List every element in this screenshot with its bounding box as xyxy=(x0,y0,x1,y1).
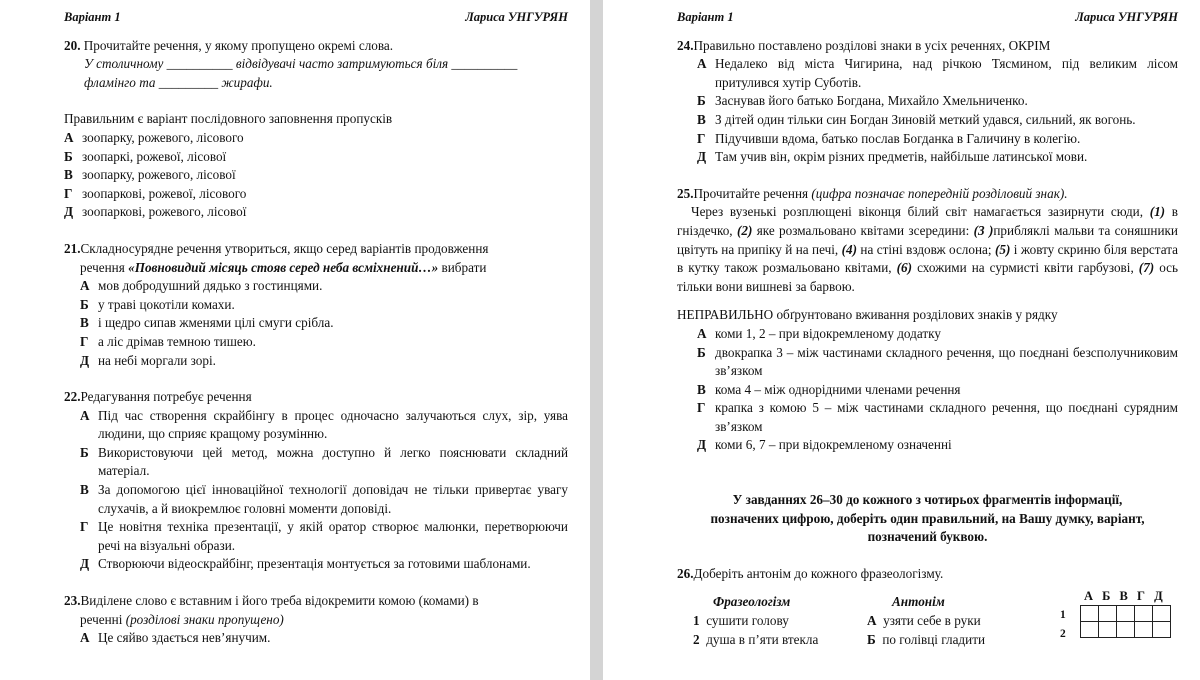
answer-option: А зоопарку, рожевого, лісового xyxy=(64,129,244,145)
answer-option: В кома 4 – між однорідними членами речення xyxy=(697,381,961,397)
question-number: 25. xyxy=(677,185,694,201)
answer-option: Г крапка з комою 5 – між частинами складного речення, що поєднані сурядним зв’язком xyxy=(697,400,1178,434)
question-number: 23. xyxy=(64,593,81,609)
answer-option: Б зоопаркі, рожевої, лісової xyxy=(64,148,227,164)
passage-segment: на стіні вздовж ослона; xyxy=(857,241,995,257)
antonym-row: А узяти себе в руки xyxy=(867,613,981,629)
passage-segment: схожими на сурмисті квіти гарбузові, xyxy=(912,260,1139,276)
answer-option: Д Там учив він, окрім різних предметів, найбільше латинської мови. xyxy=(697,149,1088,165)
answer-option: Б Заснував його батько Богдана, Михайло Хмельниченко. xyxy=(697,93,1028,109)
answer-option: Б двокрапка 3 – між частинами складного речення, що поєднані безсполучниковим зв’язком xyxy=(697,344,1178,379)
question-22 xyxy=(64,388,568,574)
question-text: Прочитайте речення xyxy=(693,185,812,201)
answer-cell[interactable] xyxy=(1153,606,1171,622)
section-instruction: У завданнях 26–30 до кожного з чотирьох фрагментів інформації, позначених цифрою, доберіть один правильний, на Вашу думку, варіант, позначений буквою. xyxy=(710,492,1145,545)
answer-cell[interactable] xyxy=(1153,622,1171,638)
passage-text xyxy=(677,203,1178,296)
question-26 xyxy=(677,565,1178,654)
variant-label: Варіант 1 xyxy=(677,10,734,24)
author-name: Лариса УНГУРЯН xyxy=(1075,10,1178,24)
question-number: 20. xyxy=(64,37,81,53)
question-text: Складносурядне речення утвориться, якщо серед варіантів продовження xyxy=(80,240,489,256)
example-sentence: У столичному __________ відвідувачі часто затримуються біля __________ xyxy=(84,56,518,72)
question-text: Виділене слово є вставним і його треба відокремити комою (комами) в xyxy=(80,593,479,609)
punctuation-marker: (3 ) xyxy=(973,222,994,238)
answer-option: В З дітей один тільки син Богдан Зиновій меткий удався, сильний, як вогонь. xyxy=(697,111,1136,127)
answer-cell[interactable] xyxy=(1135,606,1153,622)
passage-segment: Через вузенькі розплющені віконця білий світ намагається зазирнути сюди, xyxy=(691,204,1150,220)
column-header-phrase: Фразеологізм xyxy=(713,594,791,610)
question-25: 25.Прочитайте речення (цифра позначає попередній розділовий знак). Через вузенькі розплющені віконця білий світ намагається зазирнути сюди, (1) в гніздечко, (2) яке розмальовано квітами зсередини: (3 )прибляклі мальви та соняшники цвітуть на припіку й на печі, (4) на стіні вздовж ослона; (5) і жовту скриню біля верстата в кутку також розмальовано квітами, (6) схожими на сурмисті квіти гарбузові, (7) ось тільки вони вишневі за барвою. НЕПРАВИЛЬНО обґрунтовано вживання розділових знаків у рядку А коми 1, 2 – при відокремленому додатку Б двокрапка 3 – між частинами складного речення, що поєднані безсполучниковим зв’язком В кома 4 – між однорідними членами речення Г крапка з комою 5 – між частинами складного речення, що поєднані сурядним зв’язком Д коми 6, 7 – при відокремленому означенні xyxy=(677,185,1178,455)
question-24 xyxy=(677,37,1178,167)
answer-option: В зоопарку, рожевого, лісової xyxy=(64,167,236,183)
quoted-sentence: «Повновидий місяць стояв серед неба всміхнений…» xyxy=(128,259,439,275)
answer-grid-row-label: 2 xyxy=(1060,628,1066,641)
question-text: Прочитайте речення, у якому пропущено окремі слова. xyxy=(80,37,394,53)
punctuation-marker: (4) xyxy=(841,241,858,257)
punctuation-marker: (5) xyxy=(994,241,1011,257)
answer-cell[interactable] xyxy=(1099,606,1117,622)
question-20 xyxy=(64,37,568,222)
question-text: Правильно поставлено розділові знаки в усіх реченнях, ОКРІМ xyxy=(693,37,1051,53)
answer-option: А Це сяйво здається нев’янучим. xyxy=(80,630,271,646)
answer-option: Г зоопаркові, рожевої, лісового xyxy=(64,185,247,201)
answer-option: Б у траві цокотіли комахи. xyxy=(80,296,235,312)
answer-option: Г Це новітня техніка презентації, у якій оратор створює малюнки, перетворюючи речі на візуальні образи. xyxy=(80,519,568,553)
answer-option: Д зоопаркові, рожевого, лісової xyxy=(64,204,247,220)
question-text: Редагування потребує речення xyxy=(80,389,252,405)
matching-table xyxy=(677,589,1178,653)
column-header-antonym: Антонім xyxy=(892,594,945,610)
answer-option: Д на небі моргали зорі. xyxy=(80,352,216,368)
question-number: 26. xyxy=(677,565,694,581)
answer-option: А Під час створення скрайбінгу в процес одночасно залучаються слух, зір, уява людини, що сприяє кращому розумінню. xyxy=(80,407,568,442)
answer-cell[interactable] xyxy=(1135,622,1153,638)
passage-segment: в гніздечко, xyxy=(677,204,1178,238)
punctuation-marker: (7) xyxy=(1138,260,1155,276)
punctuation-marker: (2) xyxy=(736,222,753,238)
passage-segment: і жовту скриню біля верстата в кутку також розмальовано квітами, xyxy=(677,241,1178,276)
question-prompt: НЕПРАВИЛЬНО обґрунтовано вживання розділових знаків у рядку xyxy=(677,307,1058,323)
question-number: 22. xyxy=(64,389,81,405)
answer-option: Д Створюючи відеоскрайбінг, презентація монтується за готовими шаблонами. xyxy=(80,556,531,572)
answer-option: Г а ліс дрімав темною тишею. xyxy=(80,333,256,349)
answer-grid-header: А Б В Г Д xyxy=(1084,589,1166,604)
answer-cell[interactable] xyxy=(1117,622,1135,638)
question-number: 24. xyxy=(677,37,694,53)
answer-grid[interactable] xyxy=(1080,605,1171,638)
author-name: Лариса УНГУРЯН xyxy=(465,10,568,24)
question-text: Доберіть антонім до кожного фразеологізму. xyxy=(693,565,944,581)
punctuation-marker: (1) xyxy=(1149,204,1166,220)
phrase-row: 1 сушити голову xyxy=(693,613,789,629)
passage-segment: яке розмальовано квітами зсередини: xyxy=(752,222,974,238)
answer-cell[interactable] xyxy=(1081,622,1099,638)
page-left xyxy=(0,0,590,680)
passage-segment: ось тільки вони вишневі за барвою. xyxy=(677,260,1179,294)
variant-label: Варіант 1 xyxy=(64,10,121,24)
phrase-row: 2 душа в п’яти втекла xyxy=(693,632,819,648)
question-prompt: Правильним є варіант послідовного заповнення пропусків xyxy=(64,111,393,127)
punctuation-marker: (6) xyxy=(896,260,913,276)
answer-cell[interactable] xyxy=(1081,606,1099,622)
passage-segment: прибляклі мальви та соняшники цвітуть на припіку й на печі, xyxy=(677,222,1178,257)
answer-option: А коми 1, 2 – при відокремленому додатку xyxy=(697,325,941,341)
answer-option: Г Підучивши вдома, батько послав Богданка в Галичину в колегію. xyxy=(697,130,1081,146)
page-right xyxy=(603,0,1200,680)
answer-grid-row-label: 1 xyxy=(1060,609,1066,622)
example-sentence-cont: фламінго та _________ жирафи. xyxy=(84,74,273,90)
answer-option: Д коми 6, 7 – при відокремленому означенні xyxy=(697,437,952,453)
answer-option: В і щедро сипав жменями цілі смуги срібла. xyxy=(80,315,334,331)
antonym-row: Б по голівці гладити xyxy=(867,632,986,648)
page-header xyxy=(677,8,1178,27)
page-header xyxy=(64,8,568,27)
answer-option: Б Використовуючи цей метод, можна доступно й легко пояснювати складний матеріал. xyxy=(80,444,568,479)
answer-option: В За допомогою цієї інноваційної технології доповідач не тільки привертає увагу слухачів, а й виокремлює головні моменти доповіді. xyxy=(80,482,568,516)
answer-option: А Недалеко від міста Чигирина, над річкою Тясмином, під великим лісом притулився хутір Суботів. xyxy=(697,56,1178,90)
question-number: 21. xyxy=(64,240,81,256)
answer-cell[interactable] xyxy=(1099,622,1117,638)
answer-option: А мов добродушний дядько з гостинцями. xyxy=(80,278,323,294)
answer-cell[interactable] xyxy=(1117,606,1135,622)
question-23: 23.Виділене слово є вставним і його треба відокремити комою (комами) в реченні (розділові знаки пропущено) А Це сяйво здається нев’янучим. xyxy=(64,592,568,648)
question-21: 21.Складносурядне речення утвориться, якщо серед варіантів продовження речення «Повновидий місяць стояв серед неба всміхнений…» вибрати А мов добродушний дядько з гостинцями. Б у траві цокотіли комахи. В і щедро сипав жменями цілі смуги срібла. Г а ліс дрімав темною тишею. Д на небі моргали зорі. xyxy=(64,240,568,370)
